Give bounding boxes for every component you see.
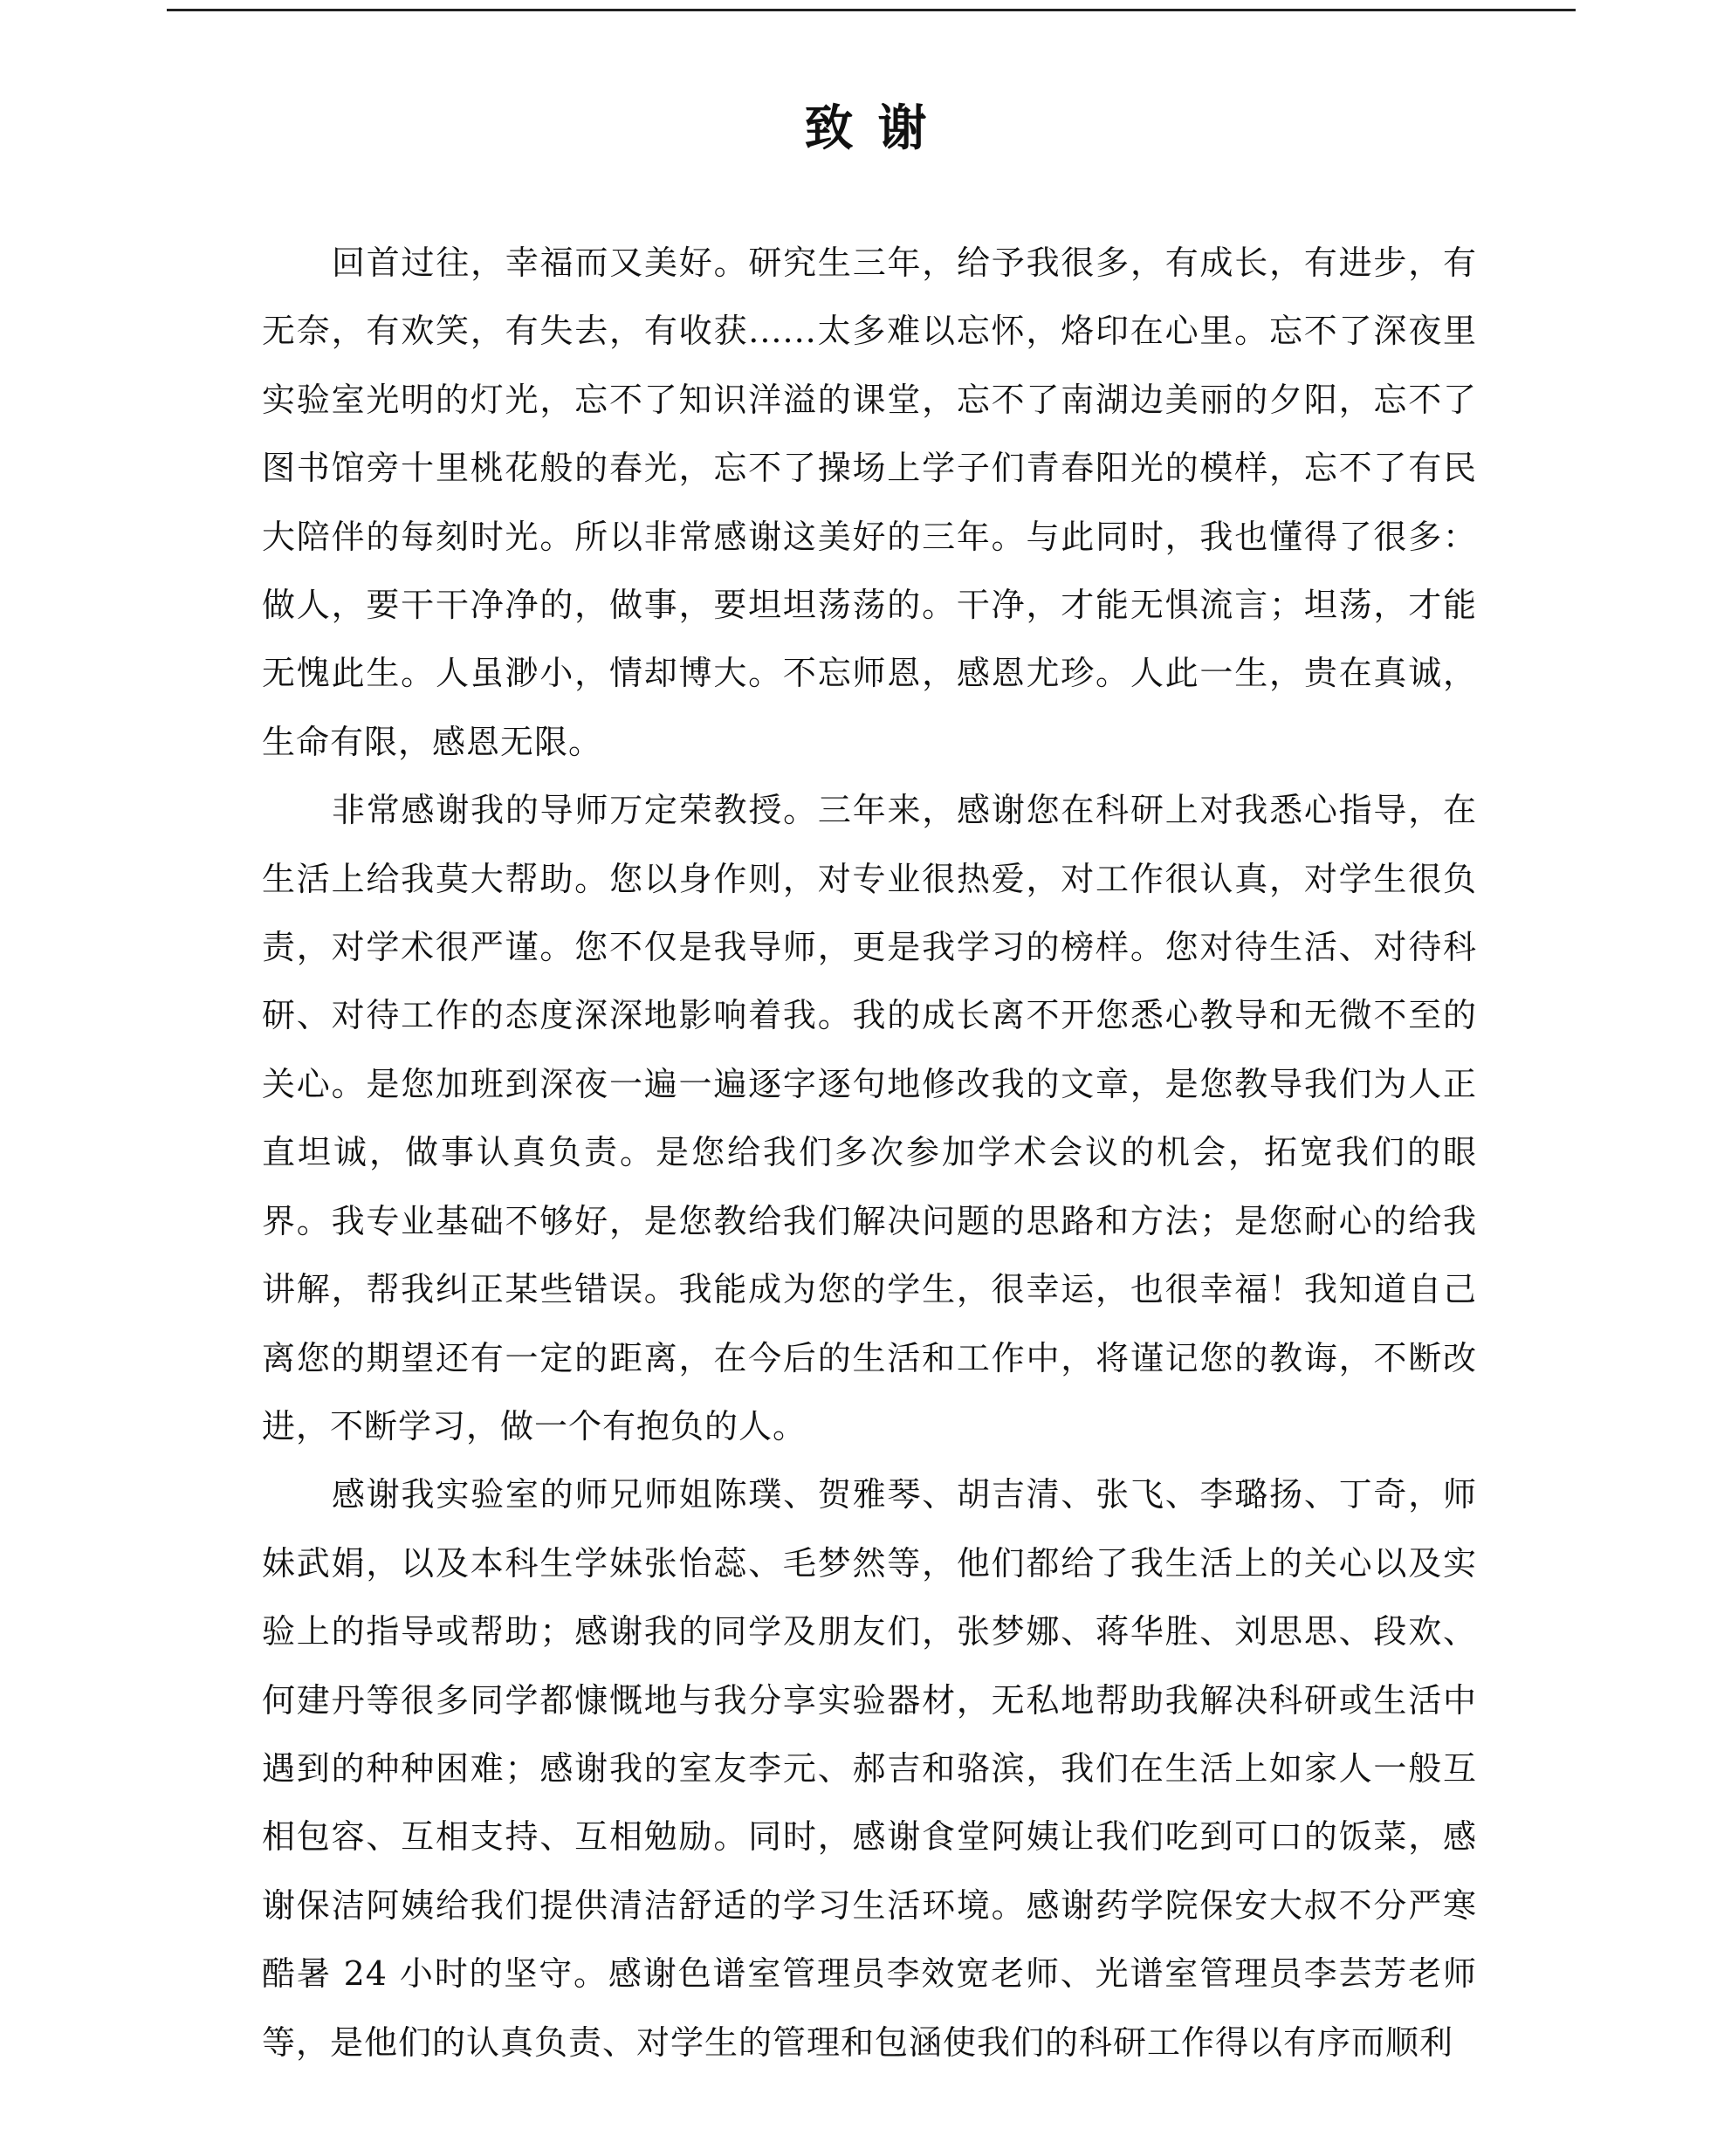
paragraph-colleagues: 感谢我实验室的师兄师姐陈璞、贺雅琴、胡吉清、张飞、李璐扬、丁奇，师妹武娟，以及本科生学妹张怡蕊、毛梦然等，他们都给了我生活上的关心以及实验上的指导或帮助；感谢我的同学及朋友们，张梦娜、蒋华胜、刘思思、段欢、何建丹等很多同学都慷慨地与我分享实验器材，无私地帮助我解决科研或生活中遇到的种种困难；感谢我的室友李元、郝吉和骆滨，我们在生活上如家人一般互相包容、互相支持、互相勉励。同时，感谢食堂阿姨让我们吃到可口的饭菜，感谢保洁阿姨给我们提供清洁舒适的学习生活环境。感谢药学院保安大叔不分严寒酷暑 24 小时的坚守。感谢色谱室管理员李效宽老师、光谱室管理员李芸芳老师等，是他们的认真负责、对学生的管理和包涵使我们的科研工作得以有序而顺利	[262, 1475, 1477, 2062]
header-rule	[167, 9, 1576, 11]
body-text	[262, 229, 1477, 2077]
page-title: 致谢	[804, 100, 951, 157]
paragraph-intro: 回首过往，幸福而又美好。研究生三年，给予我很多，有成长，有进步，有无奈，有欢笑，有失去，有收获......太多难以忘怀，烙印在心里。忘不了深夜里实验室光明的灯光，忘不了知识洋溢的课堂，忘不了南湖边美丽的夕阳，忘不了图书馆旁十里桃花般的春光，忘不了操场上学子们青春阳光的模样，忘不了有民大陪伴的每刻时光。所以非常感谢这美好的三年。与此同时，我也懂得了很多：做人，要干干净净的，做事，要坦坦荡荡的。干净，才能无惧流言；坦荡，才能无愧此生。人虽渺小，情却博大。不忘师恩，感恩尤珍。人此一生，贵在真诚，生命有限，感恩无限。	[262, 244, 1477, 761]
paragraph-advisor: 非常感谢我的导师万定荣教授。三年来，感谢您在科研上对我悉心指导，在生活上给我莫大帮助。您以身作则，对专业很热爱，对工作很认真，对学生很负责，对学术很严谨。您不仅是我导师，更是我学习的榜样。您对待生活、对待科研、对待工作的态度深深地影响着我。我的成长离不开您悉心教导和无微不至的关心。是您加班到深夜一遍一遍逐字逐句地修改我的文章，是您教导我们为人正直坦诚，做事认真负责。是您给我们多次参加学术会议的机会，拓宽我们的眼界。我专业基础不够好，是您教给我们解决问题的思路和方法；是您耐心的给我讲解，帮我纠正某些错误。我能成为您的学生，很幸运，也很幸福！我知道自己离您的期望还有一定的距离，在今后的生活和工作中，将谨记您的教诲，不断改进，不断学习，做一个有抱负的人。	[262, 791, 1477, 1445]
